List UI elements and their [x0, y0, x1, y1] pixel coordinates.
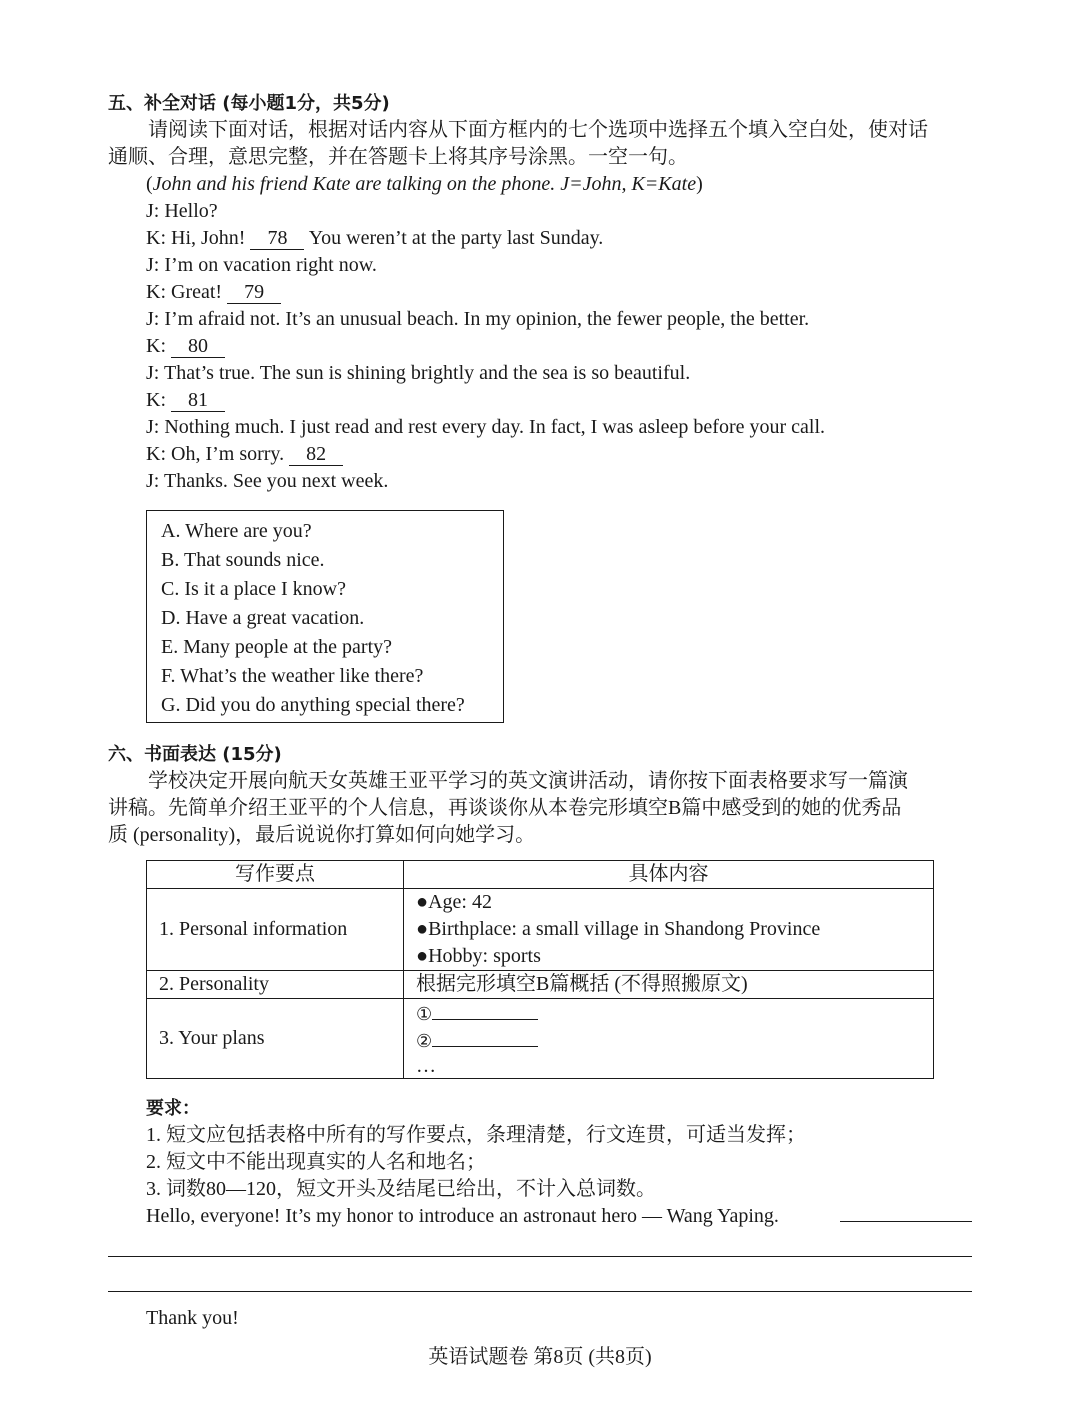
section6-instruction-line-2: 讲稿。先简单介绍王亚平的个人信息，再谈谈你从本卷完形填空B篇中感受到的她的优秀品 — [108, 797, 902, 819]
options-box — [146, 510, 504, 723]
answer-blank-78[interactable]: 78 — [250, 227, 304, 250]
section6-heading: 六、书面表达 (15分) — [108, 744, 282, 765]
option-d: D. Have a great vacation. — [161, 607, 365, 629]
section5-heading: 五、补全对话 (每小题1分，共5分) — [108, 93, 390, 114]
section5-instruction-line-2: 通顺、合理，意思完整，并在答题卡上将其序号涂黑。一空一句。 — [108, 146, 688, 168]
row-label: 1. Personal information — [147, 889, 404, 971]
option-e: E. Many people at the party? — [161, 636, 393, 658]
requirement-item: 3. 词数80—120，短文开头及结尾已给出，不计入总词数。 — [146, 1178, 656, 1200]
option-g: G. Did you do anything special there? — [161, 694, 465, 716]
plan-blank-1[interactable] — [432, 1019, 538, 1020]
dialogue-line: K: Hi, John! 78 You weren’t at the party last Sunday. — [146, 227, 604, 249]
table-row — [147, 999, 934, 1079]
dialogue-line: K: Great! 79 — [146, 279, 281, 306]
dialogue-line: K: 81 — [146, 387, 225, 414]
essay-opening: Hello, everyone! It’s my honor to introduce an astronaut hero — Wang Yaping. — [146, 1205, 779, 1227]
dialogue-line: K: 80 — [146, 333, 225, 360]
writing-line[interactable] — [108, 1256, 972, 1257]
row-content: ① ② … — [404, 999, 934, 1079]
row-content: 根据完形填空B篇概括 (不得照搬原文) — [404, 971, 934, 999]
dialogue-line: K: Oh, I’m sorry. 82 — [146, 441, 343, 468]
answer-blank-81[interactable]: 81 — [171, 389, 225, 412]
section5-instruction-line-1: 请阅读下面对话，根据对话内容从下面方框内的七个选项中选择五个填入空白处，使对话 — [148, 119, 928, 141]
section6-instruction-line-3: 质 (personality)，最后说说你打算如何向她学习。 — [108, 824, 536, 846]
writing-points-table — [146, 860, 934, 1079]
option-a: A. Where are you? — [161, 520, 312, 542]
option-b: B. That sounds nice. — [161, 549, 325, 571]
dialogue-context: (John and his friend Kate are talking on the phone. J=John, K=Kate) — [146, 173, 703, 195]
dialogue-line: J: That’s true. The sun is shining brightly and the sea is so beautiful. — [146, 362, 691, 384]
page-footer: 英语试题卷 第8页 (共8页) — [428, 1346, 652, 1368]
answer-blank-82[interactable]: 82 — [289, 443, 343, 466]
requirement-item: 1. 短文应包括表格中所有的写作要点，条理清楚，行文连贯，可适当发挥； — [146, 1124, 806, 1146]
table-row — [147, 971, 934, 999]
dialogue-line: J: Nothing much. I just read and rest every day. In fact, I was asleep before your call. — [146, 416, 826, 438]
option-f: F. What’s the weather like there? — [161, 665, 424, 687]
table-header-content: 具体内容 — [404, 861, 934, 889]
row-content: ●Age: 42 ●Birthplace: a small village in Shandong Province ●Hobby: sports — [404, 889, 934, 971]
option-c: C. Is it a place I know? — [161, 578, 346, 600]
requirements-title: 要求： — [146, 1098, 200, 1119]
writing-line[interactable] — [840, 1221, 972, 1222]
section6-instruction-line-1: 学校决定开展向航天女英雄王亚平学习的英文演讲活动，请你按下面表格要求写一篇演 — [148, 770, 908, 792]
table-row — [147, 889, 934, 971]
dialogue-line: J: I’m afraid not. It’s an unusual beach. In my opinion, the fewer people, the better. — [146, 308, 810, 330]
plan-blank-2[interactable] — [432, 1046, 538, 1047]
row-label: 2. Personality — [147, 971, 404, 999]
answer-blank-80[interactable]: 80 — [171, 335, 225, 358]
essay-closing: Thank you! — [146, 1307, 239, 1329]
dialogue-line: J: Thanks. See you next week. — [146, 470, 389, 492]
row-label: 3. Your plans — [147, 999, 404, 1079]
dialogue-line: J: Hello? — [146, 200, 218, 222]
answer-blank-79[interactable]: 79 — [227, 281, 281, 304]
requirement-item: 2. 短文中不能出现真实的人名和地名； — [146, 1151, 486, 1173]
table-header-points: 写作要点 — [147, 861, 404, 889]
writing-line[interactable] — [108, 1291, 972, 1292]
dialogue-line: J: I’m on vacation right now. — [146, 254, 377, 276]
